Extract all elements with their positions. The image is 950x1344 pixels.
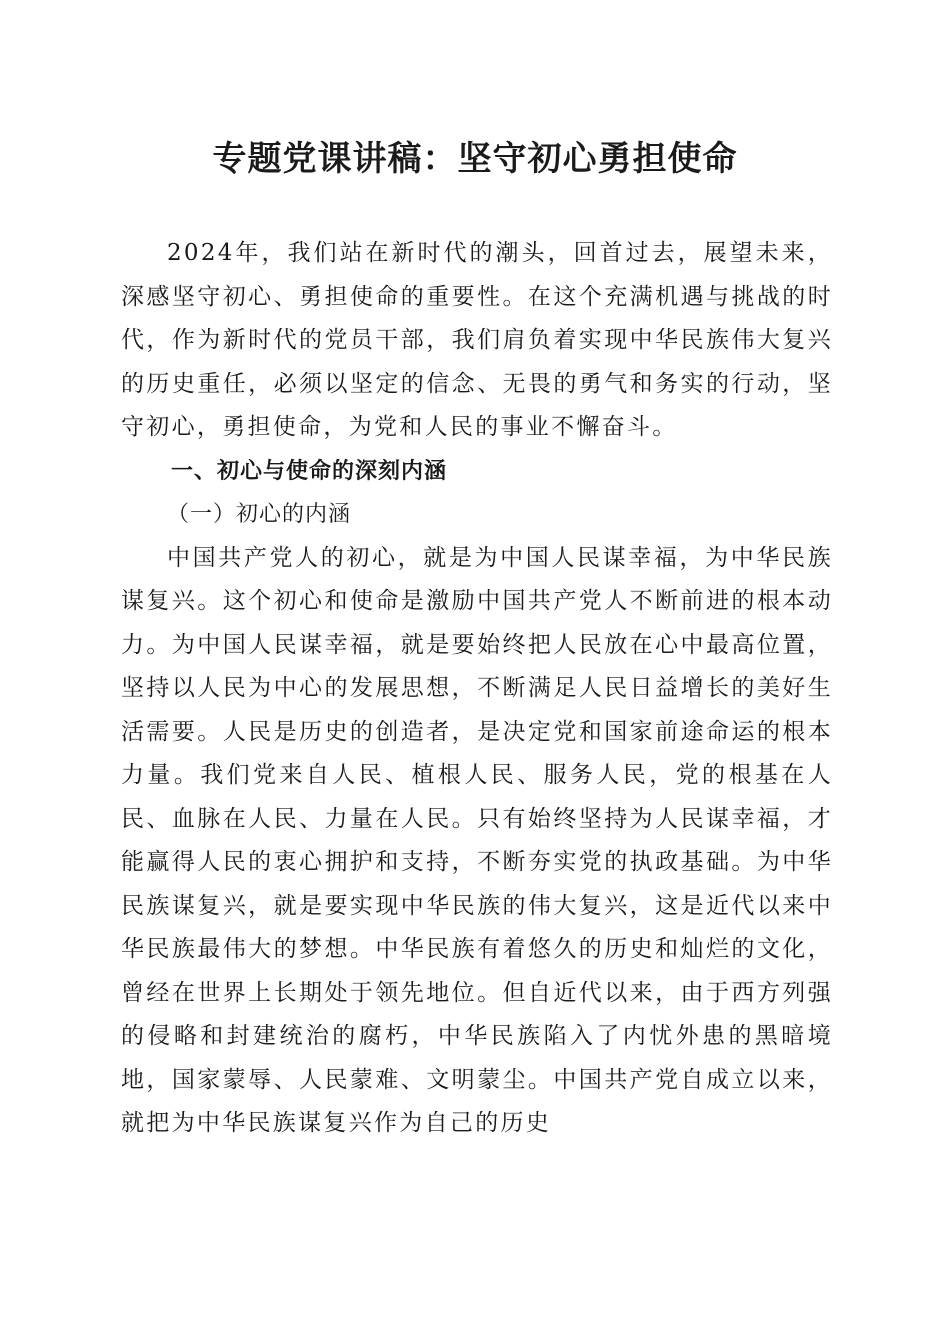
document-title: 专题党课讲稿：坚守初心勇担使命 xyxy=(212,139,738,179)
subsection-heading: （一）初心的内涵 xyxy=(167,502,352,527)
section-heading: 一、初心与使命的深刻内涵 xyxy=(171,458,448,484)
body-paragraph: 中国共产党人的初心，就是为中国人民谋幸福，为中华民族谋复兴。这个初心和使命是激励中国共产党人不断前进的根本动力。为中国人民谋幸福，就是要始终把人民放在心中最高位置，坚持以人民为中心的发展思想，不断满足人民日益增长的美好生活需要。人民是历史的创造者，是决定党和国家前途命运的根本力量。我们党来自人民、植根人民、服务人民，党的根基在人民、血脉在人民、力量在人民。只有始终坚持为人民谋幸福，才能赢得人民的衷心拥护和支持，不断夯实党的执政基础。为中华民族谋复兴，就是要实现中华民族的伟大复兴，这是近代以来中华民族最伟大的梦想。中华民族有着悠久的历史和灿烂的文化，曾经在世界上长期处于领先地位。但自近代以来，由于西方列强的侵略和封建统治的腐朽，中华民族陷入了内忧外患的黑暗境地，国家蒙辱、人民蒙难、文明蒙尘。中国共产党自成立以来，就把为中华民族谋复兴作为自己的历史 xyxy=(121,544,833,1136)
intro-paragraph: 2024年，我们站在新时代的潮头，回首过去，展望未来，深感坚守初心、勇担使命的重要性。在这个充满机遇与挑战的时代，作为新时代的党员干部，我们肩负着实现中华民族伟大复兴的历史重任，必须以坚定的信念、无畏的勇气和务实的行动，坚守初心，勇担使命，为党和人民的事业不懈奋斗。 xyxy=(121,240,833,440)
document-body xyxy=(121,232,833,1146)
